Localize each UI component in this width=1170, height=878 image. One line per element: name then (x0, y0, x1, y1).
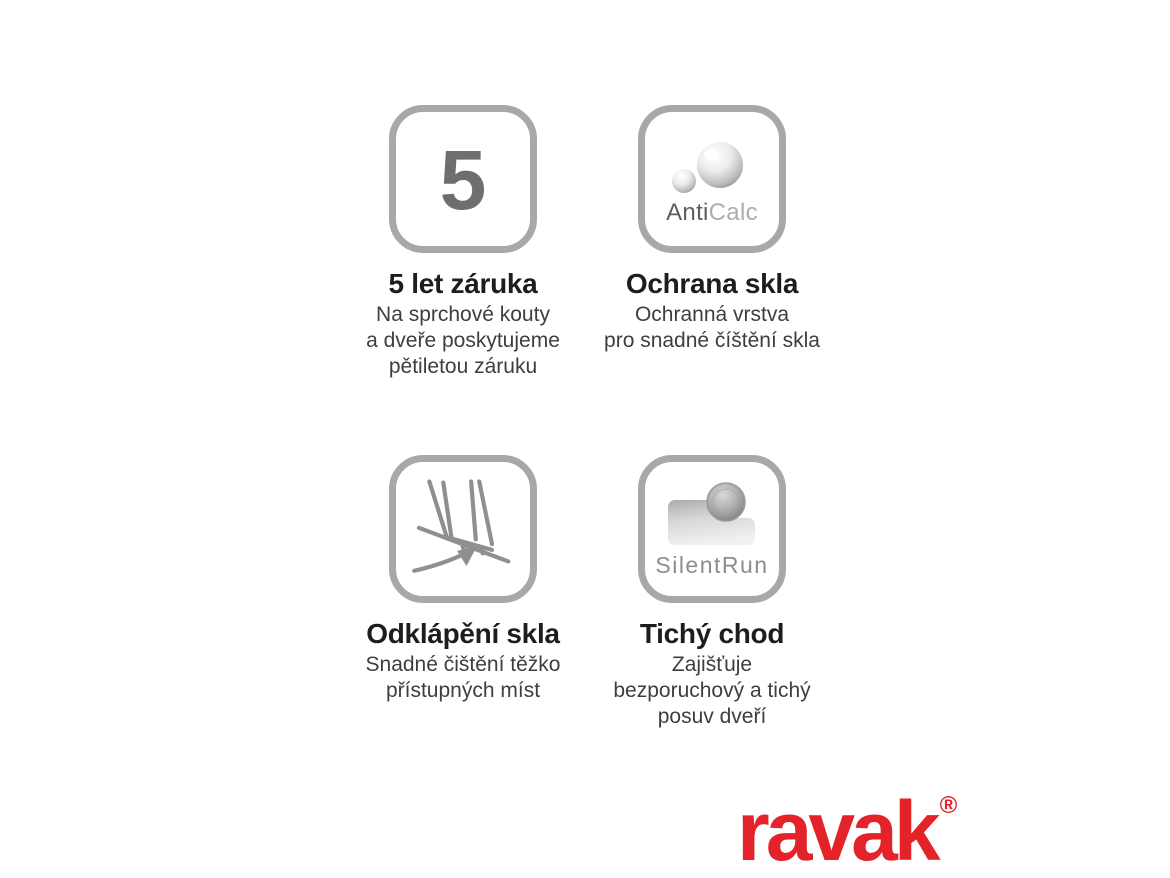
description-line: Na sprchové kouty (376, 303, 550, 326)
description-line: Zajišťuje (671, 653, 753, 676)
anticalc-bubbles-icon (657, 133, 767, 199)
feature-title: 5 let záruka (388, 268, 538, 299)
ravak-logo-text: ravak (737, 784, 937, 878)
glass-tilt-badge (389, 455, 537, 603)
feature-warranty (338, 105, 588, 380)
feature-anticalc (587, 105, 837, 354)
description-line: a dveře poskytujeme (366, 329, 560, 352)
description-line: Ochranná vrstva (634, 303, 790, 326)
registered-trademark-icon: ® (939, 792, 958, 819)
anticalc-label-dark: Anti (666, 199, 709, 226)
silent-run-roller-icon (662, 481, 762, 551)
feature-silentrun (587, 455, 837, 730)
description-line: přístupných míst (385, 679, 541, 702)
anticalc-label (666, 201, 758, 225)
feature-description (587, 302, 837, 354)
glass-tilt-arrow-icon (405, 471, 521, 587)
feature-glass-tilt (338, 455, 588, 704)
description-line: Snadné čištění těžko (365, 653, 561, 676)
warranty-badge (389, 105, 537, 253)
description-line: pro snadné číštění skla (604, 329, 820, 352)
anticalc-label-light: Calc (708, 199, 758, 226)
ravak-logo (737, 784, 958, 878)
silentrun-label: SilentRun (655, 552, 769, 578)
feature-description (338, 652, 588, 704)
feature-description (338, 302, 588, 380)
feature-title: Ochrana skla (625, 268, 799, 299)
description-line: pětiletou záruku (388, 355, 538, 378)
feature-title: Tichý chod (639, 618, 785, 649)
description-line: posuv dveří (657, 705, 767, 728)
feature-description (587, 652, 837, 730)
silentrun-badge (638, 455, 786, 603)
description-line: bezporuchový a tichý (613, 679, 811, 702)
anticalc-badge (638, 105, 786, 253)
number-5-badge-icon: 5 (439, 133, 487, 227)
feature-title: Odklápění skla (366, 618, 560, 649)
